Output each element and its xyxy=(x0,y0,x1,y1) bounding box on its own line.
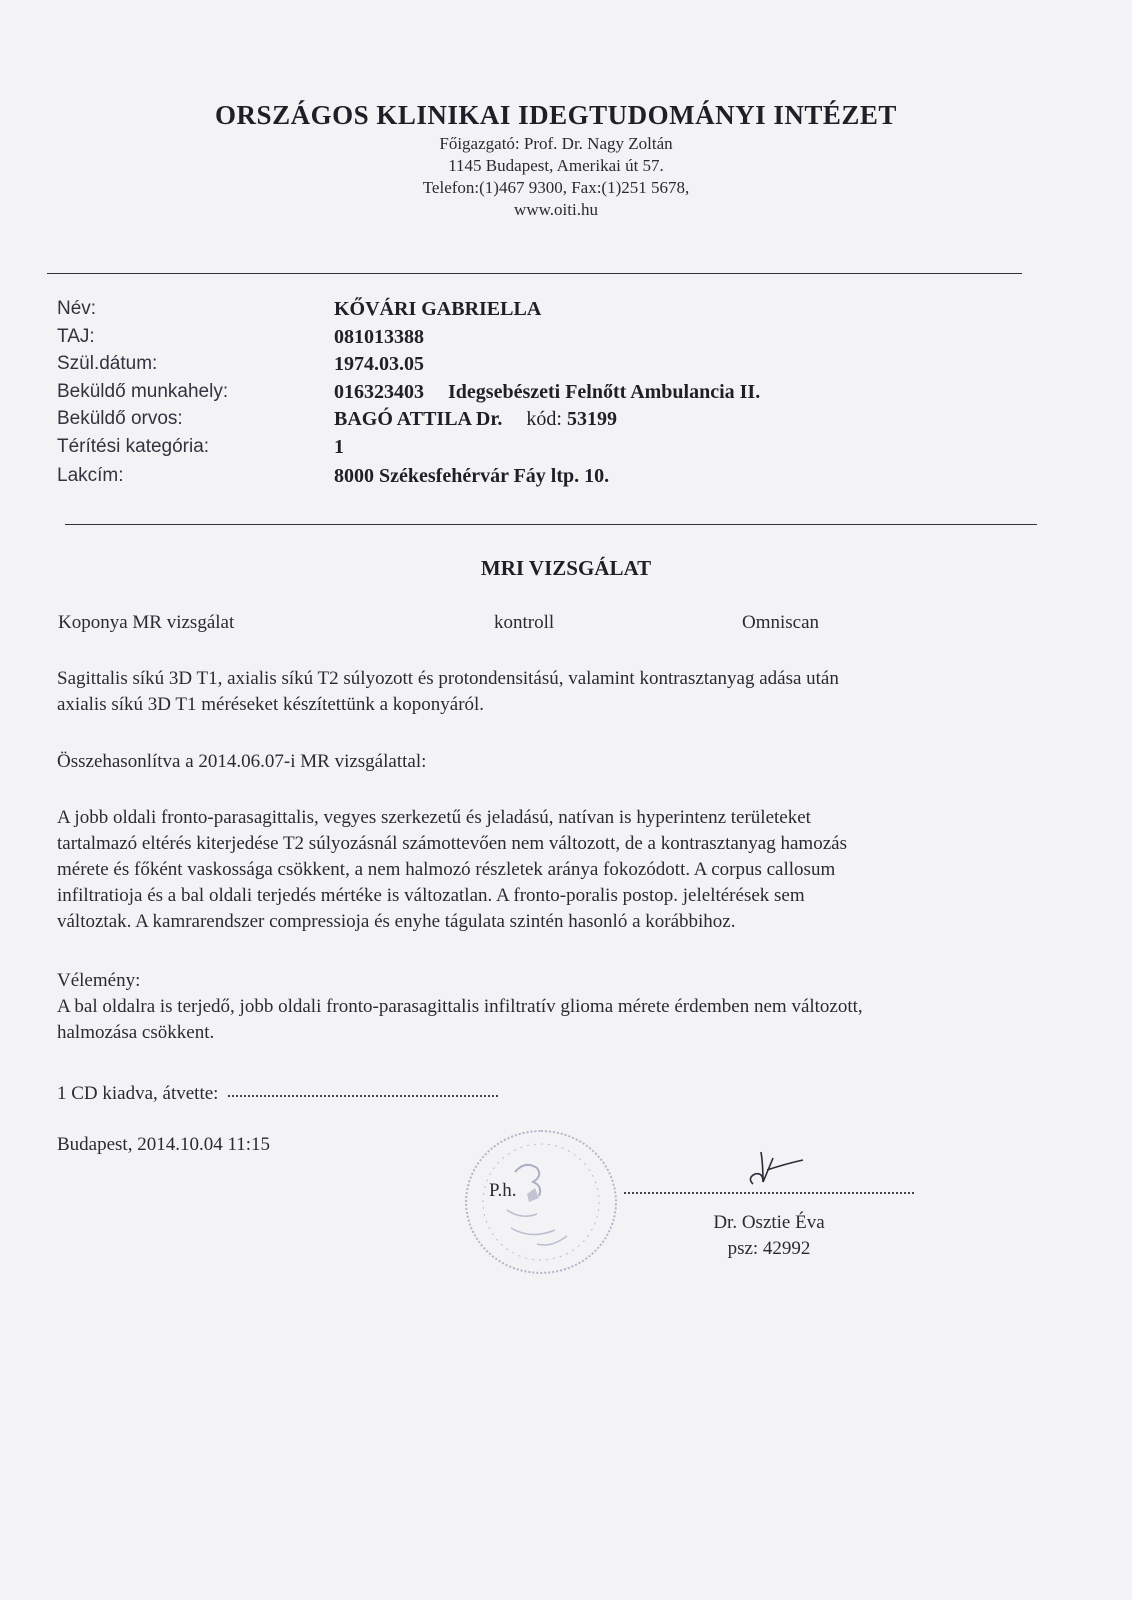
name-value: KŐVÁRI GABRIELLA xyxy=(334,298,542,320)
address-line: 1145 Budapest, Amerikai út 57. xyxy=(448,156,664,175)
comparison-line: Összehasonlítva a 2014.06.07-i MR vizsgálattal: xyxy=(57,751,427,772)
director-line: Főigazgató: Prof. Dr. Nagy Zoltán xyxy=(439,134,673,153)
doctor-code: 53199 xyxy=(566,408,617,430)
ph-label: P.h. xyxy=(489,1180,517,1201)
address-value: 8000 Székesfehérvár Fáy ltp. 10. xyxy=(334,465,610,487)
findings-line: infiltratioja és a bal oldali terjedés mértéke is változatlan. A fronto-poralis postop. jeleltérések sem xyxy=(57,885,805,906)
patient-divider xyxy=(65,524,1037,525)
referring-doctor-name: BAGÓ ATTILA Dr. xyxy=(334,408,503,430)
round-stamp xyxy=(465,1130,617,1274)
exam-kind: kontroll xyxy=(494,612,555,633)
cd-receiver-dotted-line xyxy=(228,1095,498,1097)
address-label: Lakcím: xyxy=(57,465,124,486)
signature-dotted-line xyxy=(624,1192,914,1194)
dob-label: Szül.dátum: xyxy=(57,353,158,374)
exam-type: Koponya MR vizsgálat xyxy=(58,612,235,633)
header-divider xyxy=(47,273,1022,274)
stamp-graphic xyxy=(467,1132,615,1272)
findings-line: változtak. A kamrarendszer compressioja és enyhe tágulata szintén hasonló a korábbihoz. xyxy=(57,911,736,932)
cd-label: 1 CD kiadva, átvette: xyxy=(57,1083,219,1104)
dob-value: 1974.03.05 xyxy=(334,353,424,375)
institution-name: ORSZÁGOS KLINIKAI IDEGTUDOMÁNYI INTÉZET xyxy=(215,100,897,130)
signature-scribble xyxy=(745,1150,825,1192)
signing-doctor-name: Dr. Osztie Éva xyxy=(713,1212,825,1233)
findings-line: A jobb oldali fronto-parasagittalis, vegyes szerkezetű és jeladású, natívan is hyperintenz területeket xyxy=(57,807,811,828)
technique-line: Sagittalis síkú 3D T1, axialis síkú T2 súlyozott és protondensitású, valamint kontrasztanyag adása után xyxy=(57,668,839,689)
phone-fax-line: Telefon:(1)467 9300, Fax:(1)251 5678, xyxy=(422,178,690,197)
opinion-paragraph xyxy=(57,968,1067,1046)
workplace-name: Idegsebészeti Felnőtt Ambulancia II. xyxy=(448,380,761,403)
taj-label: TAJ: xyxy=(57,325,95,347)
workplace-label: Beküldő munkahely: xyxy=(57,380,229,402)
workplace-value xyxy=(334,381,760,404)
handwritten-signature xyxy=(745,1150,825,1197)
report-title: MRI VIZSGÁLAT xyxy=(480,556,652,580)
technique-line: axialis síkú 3D T1 méréseket készítettünk a koponyáról. xyxy=(57,694,485,715)
category-label: Térítési kategória: xyxy=(57,435,210,457)
website-line: www.oiti.hu xyxy=(514,200,598,219)
opinion-line: A bal oldalra is terjedő, jobb oldali fronto-parasagittalis infiltratív glioma mérete érdemben nem változott, xyxy=(57,996,863,1017)
category-value: 1 xyxy=(334,435,344,458)
doctor-code-label: kód: xyxy=(526,408,562,430)
contrast-agent: Omniscan xyxy=(742,612,820,633)
workplace-code: 016323403 xyxy=(334,380,424,403)
opinion-label: Vélemény: xyxy=(57,970,141,991)
cd-line xyxy=(57,1081,1067,1107)
doctor-value xyxy=(334,408,617,431)
opinion-line: halmozása csökkent. xyxy=(57,1022,215,1043)
letterhead xyxy=(0,100,1132,221)
place-date: Budapest, 2014.10.04 11:15 xyxy=(57,1134,271,1155)
technique-paragraph xyxy=(57,666,1067,718)
doctor-label: Beküldő orvos: xyxy=(57,408,183,429)
taj-value: 081013388 xyxy=(334,325,424,348)
signing-doctor xyxy=(624,1210,914,1262)
findings-paragraph xyxy=(57,805,1067,935)
findings-line: mérete és főként vaskossága csökkent, a nem halmozó részletek aránya fokozódott. A corpus callosum xyxy=(57,859,836,880)
signing-doctor-psz: psz: 42992 xyxy=(727,1238,811,1259)
name-label: Név: xyxy=(57,298,97,319)
findings-line: tartalmazó eltérés kiterjedése T2 súlyozásnál számottevően nem változott, de a kontrasztanyag hamozás xyxy=(57,833,847,854)
